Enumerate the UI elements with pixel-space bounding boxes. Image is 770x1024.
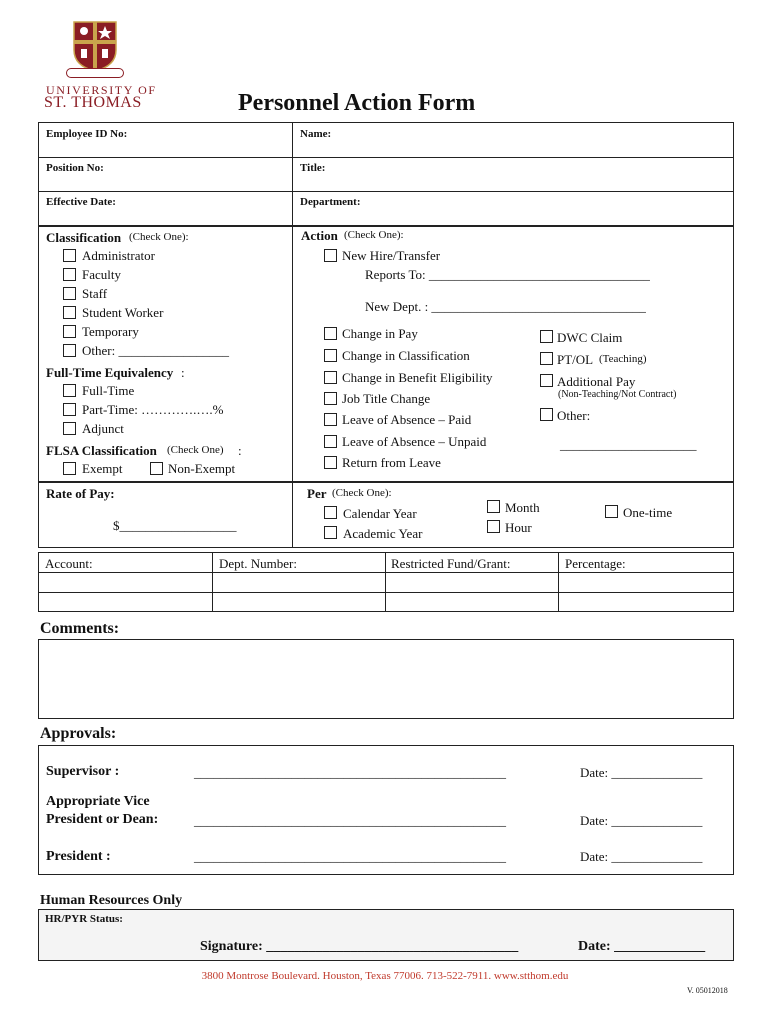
other-classification-checkbox[interactable] xyxy=(63,344,76,357)
other-classification-label[interactable]: Other: _________________ xyxy=(82,343,229,358)
president-date[interactable]: Date: ______________ xyxy=(580,849,703,864)
other-action-checkbox[interactable] xyxy=(540,408,553,421)
employee-id-field[interactable] xyxy=(140,124,290,156)
faculty-label: Faculty xyxy=(82,267,121,282)
title-label: Title: xyxy=(300,162,326,174)
hour-checkbox[interactable] xyxy=(487,520,500,533)
dwc-claim-checkbox[interactable] xyxy=(540,330,553,343)
vp-dean-label-line1: Appropriate Vice xyxy=(46,794,150,809)
leave-paid-label: Leave of Absence – Paid xyxy=(342,412,472,427)
non-exempt-checkbox[interactable] xyxy=(150,462,163,475)
full-time-checkbox[interactable] xyxy=(63,384,76,397)
president-label: President : xyxy=(46,849,111,864)
hr-signature[interactable]: Signature: ____________________________________ xyxy=(200,939,519,954)
flsa-colon: : xyxy=(238,443,242,458)
department-label: Department: xyxy=(300,196,361,208)
comments-label: Comments: xyxy=(40,620,120,637)
fte-label: Full-Time Equivalency xyxy=(46,365,174,380)
account-row-2-account[interactable] xyxy=(40,594,211,611)
action-hint: (Check One): xyxy=(344,229,404,241)
adjunct-label: Adjunct xyxy=(82,421,124,436)
additional-pay-label: Additional Pay xyxy=(557,374,636,389)
account-row-1-fund[interactable] xyxy=(387,574,557,591)
vp-dean-label-line2: President or Dean: xyxy=(46,812,159,827)
version-number: V. 05012018 xyxy=(687,986,728,995)
part-time-label[interactable]: Part-Time: ………….….% xyxy=(82,402,224,417)
comments-box[interactable] xyxy=(38,639,734,719)
employee-id-label: Employee ID No: xyxy=(46,128,128,140)
vp-dean-signature-line[interactable]: ________________________________________________ xyxy=(194,813,506,828)
administrator-label: Administrator xyxy=(82,248,155,263)
return-from-leave-label: Return from Leave xyxy=(342,455,441,470)
staff-checkbox[interactable] xyxy=(63,287,76,300)
dwc-claim-label: DWC Claim xyxy=(557,330,623,345)
position-no-field[interactable] xyxy=(120,159,290,190)
other-action-label: Other: xyxy=(557,408,591,423)
additional-pay-note: (Non-Teaching/Not Contract) xyxy=(558,389,677,400)
department-field[interactable] xyxy=(375,193,730,224)
footer-address: 3800 Montrose Boulevard. Houston, Texas 77006. 713-522-7911. www.stthom.edu xyxy=(201,970,569,982)
new-hire-label: New Hire/Transfer xyxy=(342,248,441,263)
logo-text-university: UNIVERSITY OF xyxy=(46,83,157,97)
exempt-checkbox[interactable] xyxy=(63,462,76,475)
account-row-2-fund[interactable] xyxy=(387,594,557,611)
ptol-note: (Teaching) xyxy=(599,353,647,365)
change-in-benefit-label: Change in Benefit Eligibility xyxy=(342,370,493,385)
student-worker-checkbox[interactable] xyxy=(63,306,76,319)
leave-unpaid-checkbox[interactable] xyxy=(324,435,337,448)
job-title-change-label: Job Title Change xyxy=(342,391,431,406)
flsa-label: FLSA Classification xyxy=(46,443,157,458)
temporary-label: Temporary xyxy=(82,324,139,339)
account-row-1-percentage[interactable] xyxy=(560,574,732,591)
hr-status-label: HR/PYR Status: xyxy=(45,913,123,925)
title-field[interactable] xyxy=(335,159,730,190)
ptol-checkbox[interactable] xyxy=(540,352,553,365)
name-field[interactable] xyxy=(340,124,730,156)
classification-label: Classification xyxy=(46,230,122,245)
return-from-leave-checkbox[interactable] xyxy=(324,456,337,469)
student-worker-label: Student Worker xyxy=(82,305,164,320)
supervisor-date[interactable]: Date: ______________ xyxy=(580,765,703,780)
hr-status-field[interactable] xyxy=(140,911,730,931)
new-hire-checkbox[interactable] xyxy=(324,249,337,262)
logo-banner xyxy=(66,68,124,78)
fte-colon: : xyxy=(181,365,185,380)
staff-label: Staff xyxy=(82,286,108,301)
account-row-1-dept[interactable] xyxy=(214,574,384,591)
leave-unpaid-label: Leave of Absence – Unpaid xyxy=(342,434,487,449)
adjunct-checkbox[interactable] xyxy=(63,422,76,435)
change-in-classification-label: Change in Classification xyxy=(342,348,470,363)
effective-date-field[interactable] xyxy=(130,193,290,224)
one-time-label: One-time xyxy=(623,505,673,520)
non-exempt-label: Non-Exempt xyxy=(168,461,236,476)
form-title: Personnel Action Form xyxy=(238,90,476,116)
per-label: Per xyxy=(307,486,327,501)
hr-only-label: Human Resources Only xyxy=(40,893,183,908)
calendar-year-checkbox[interactable] xyxy=(324,506,337,519)
hour-label: Hour xyxy=(505,520,532,535)
temporary-checkbox[interactable] xyxy=(63,325,76,338)
percentage-header: Percentage: xyxy=(565,556,626,571)
position-no-label: Position No: xyxy=(46,162,104,174)
faculty-checkbox[interactable] xyxy=(63,268,76,281)
new-dept-field[interactable]: New Dept. : _________________________________ xyxy=(365,299,646,314)
account-row-1-account[interactable] xyxy=(40,574,211,591)
university-logo-shield xyxy=(72,20,118,72)
part-time-checkbox[interactable] xyxy=(63,403,76,416)
change-in-classification-checkbox[interactable] xyxy=(324,349,337,362)
flsa-hint: (Check One) xyxy=(167,444,224,456)
change-in-benefit-checkbox[interactable] xyxy=(324,371,337,384)
supervisor-signature-line[interactable]: ________________________________________________ xyxy=(194,765,506,780)
full-time-label: Full-Time xyxy=(82,383,135,398)
approvals-label: Approvals: xyxy=(40,725,117,742)
one-time-checkbox[interactable] xyxy=(605,505,618,518)
restricted-fund-header: Restricted Fund/Grant: xyxy=(391,556,511,571)
calendar-year-label: Calendar Year xyxy=(343,506,417,521)
month-label: Month xyxy=(505,500,540,515)
effective-date-label: Effective Date: xyxy=(46,196,116,208)
change-in-pay-label: Change in Pay xyxy=(342,326,418,341)
academic-year-label: Academic Year xyxy=(343,526,423,541)
month-checkbox[interactable] xyxy=(487,500,500,513)
job-title-change-checkbox[interactable] xyxy=(324,392,337,405)
name-label: Name: xyxy=(300,128,332,140)
leave-paid-checkbox[interactable] xyxy=(324,413,337,426)
reports-to-field[interactable]: Reports To: __________________________________ xyxy=(365,267,650,282)
academic-year-checkbox[interactable] xyxy=(324,526,337,539)
other-action-field[interactable]: _____________________ xyxy=(560,437,697,452)
additional-pay-checkbox[interactable] xyxy=(540,374,553,387)
hr-date[interactable]: Date: _____________ xyxy=(578,939,706,954)
classification-hint: (Check One): xyxy=(129,231,189,243)
exempt-label: Exempt xyxy=(82,461,123,476)
ptol-label: PT/OL xyxy=(557,352,594,367)
rate-of-pay-label: Rate of Pay: xyxy=(46,486,115,501)
supervisor-label: Supervisor : xyxy=(46,764,120,779)
dept-number-header: Dept. Number: xyxy=(219,556,297,571)
logo-text-st-thomas: ST. THOMAS xyxy=(44,94,142,111)
change-in-pay-checkbox[interactable] xyxy=(324,327,337,340)
per-hint: (Check One): xyxy=(332,487,392,499)
vp-dean-date[interactable]: Date: ______________ xyxy=(580,813,703,828)
account-row-2-dept[interactable] xyxy=(214,594,384,611)
administrator-checkbox[interactable] xyxy=(63,249,76,262)
rate-of-pay-field[interactable]: $__________________ xyxy=(113,518,237,533)
president-signature-line[interactable]: ________________________________________________ xyxy=(194,849,506,864)
action-label: Action xyxy=(301,228,338,243)
account-row-2-percentage[interactable] xyxy=(560,594,732,611)
account-header: Account: xyxy=(45,556,93,571)
